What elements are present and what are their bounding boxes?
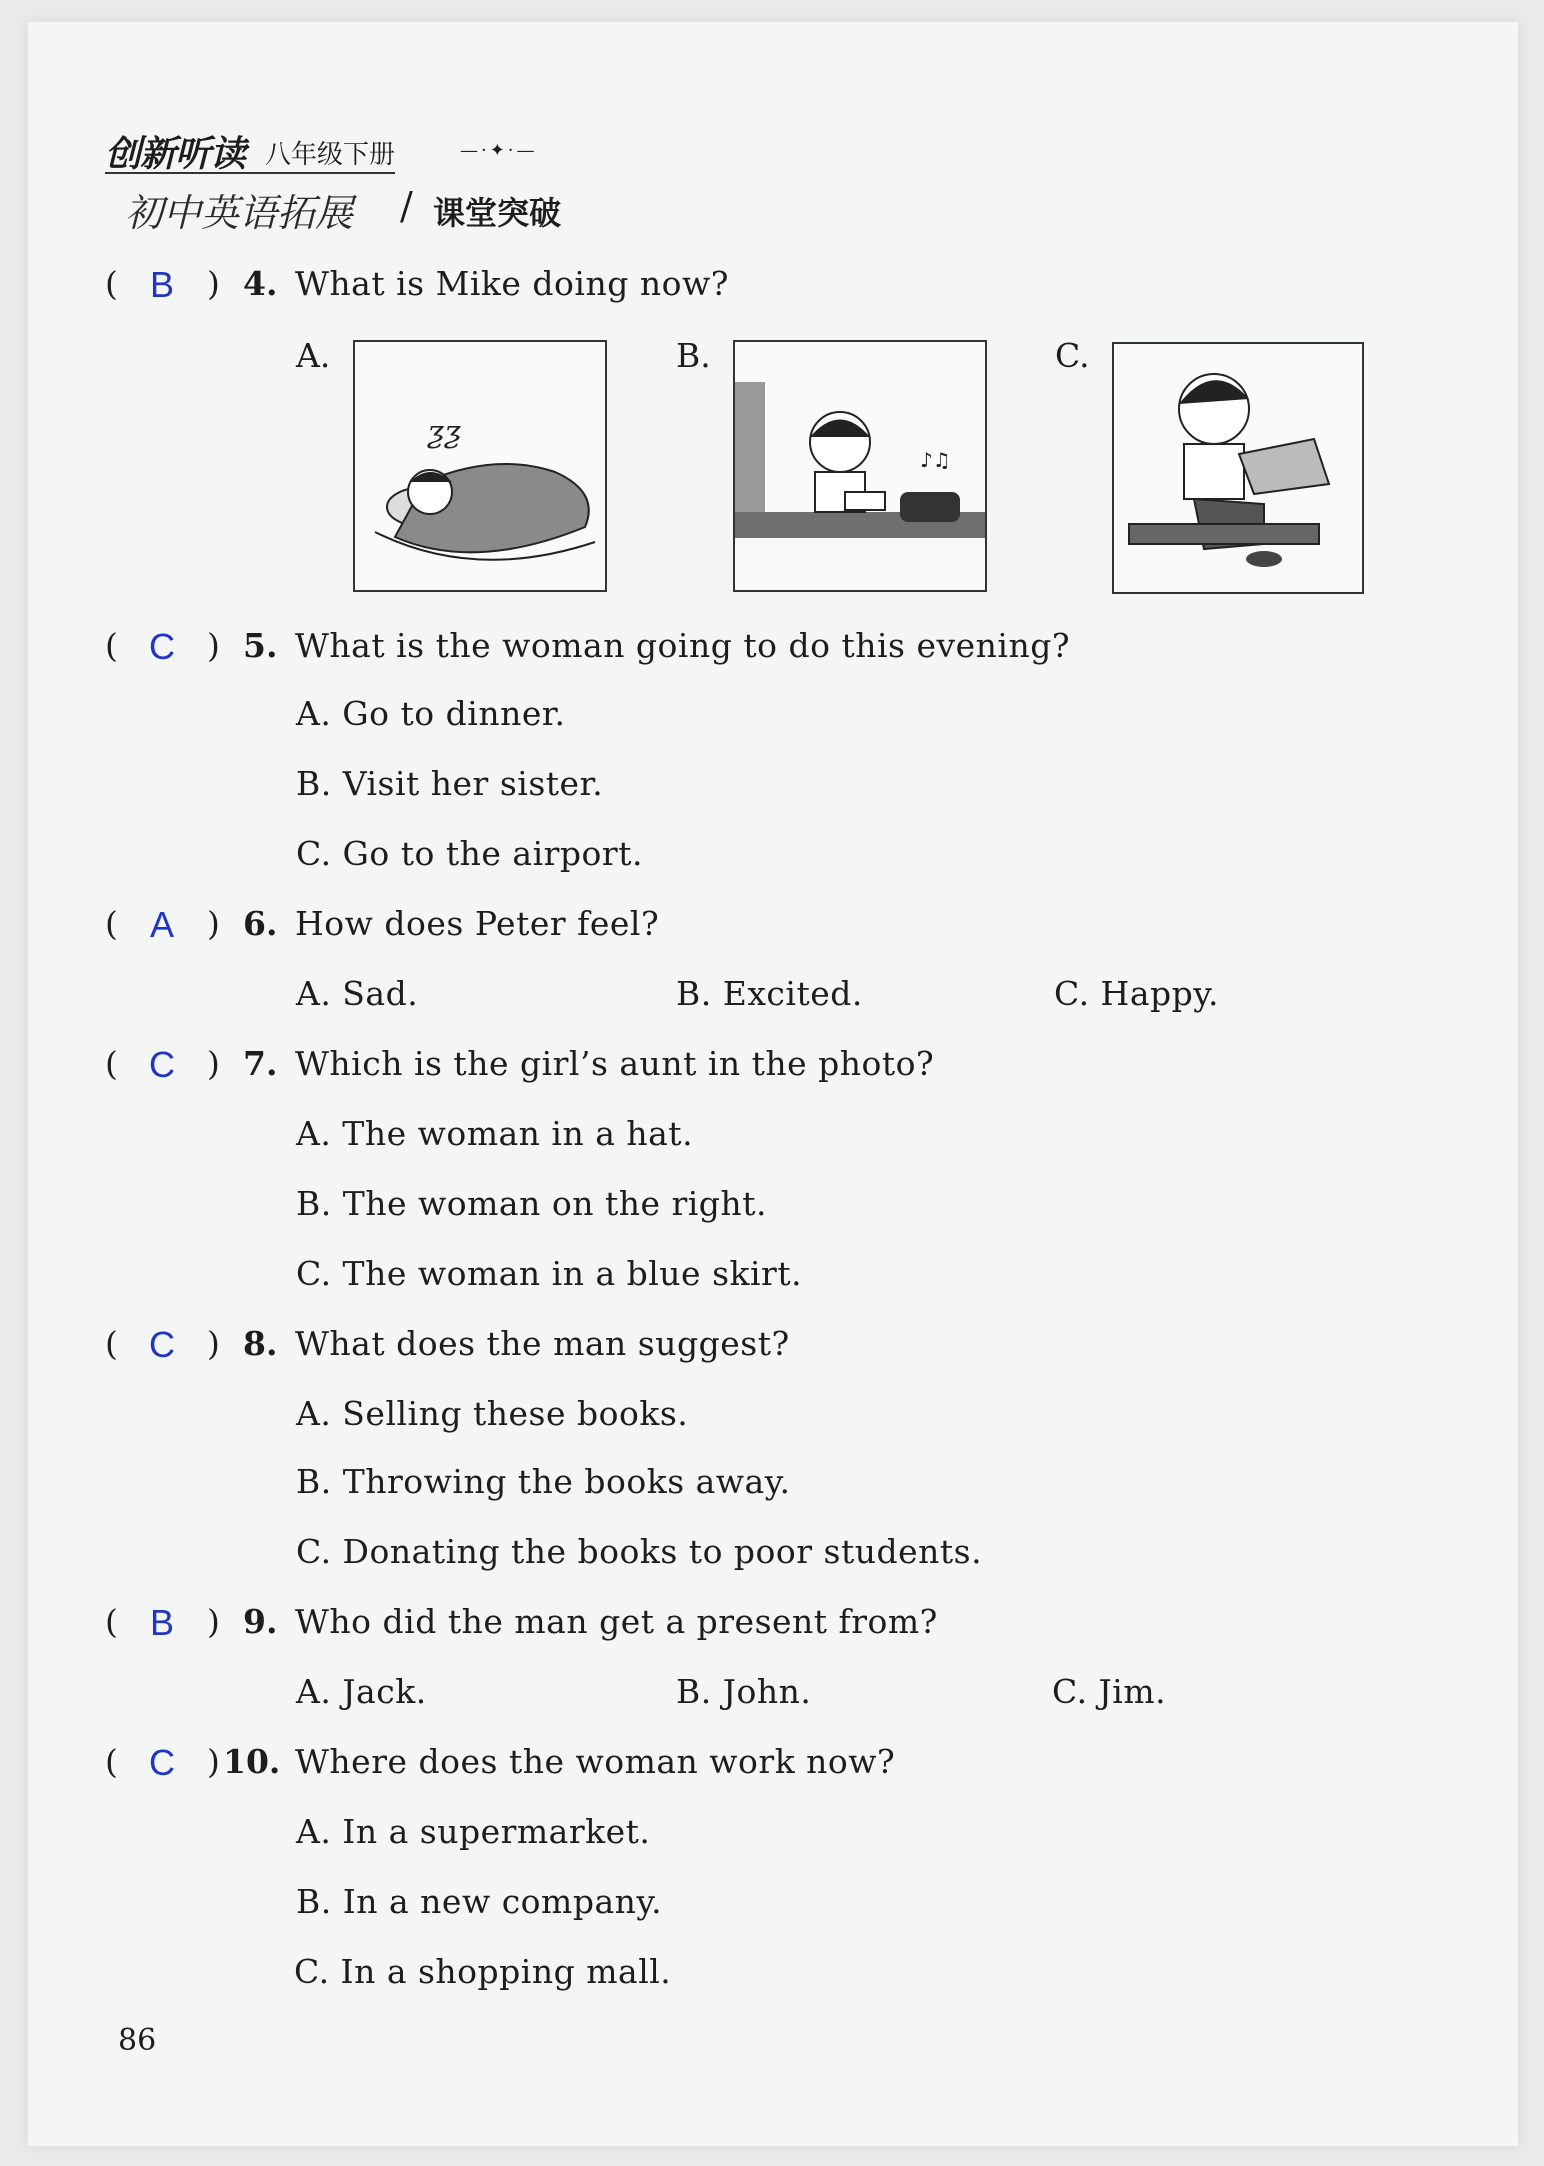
left-paren: ( xyxy=(105,264,118,303)
page-number: 86 xyxy=(118,2023,157,2058)
question-number: 10. xyxy=(223,1742,281,1781)
slash-divider-icon: / xyxy=(400,184,413,228)
picture-label-a: A. xyxy=(296,336,331,375)
left-paren: ( xyxy=(105,1044,118,1083)
right-paren: ) xyxy=(207,626,220,665)
svg-text:♪♫: ♪♫ xyxy=(920,448,951,472)
question-text: What is Mike doing now? xyxy=(295,264,729,303)
boy-writing-with-radio-icon xyxy=(733,340,987,592)
option-a: A. The woman in a hat. xyxy=(296,1114,694,1153)
option-b: B. Excited. xyxy=(676,974,863,1013)
answer-mark: A xyxy=(149,904,174,945)
option-a: A. Selling these books. xyxy=(296,1394,689,1433)
question-number: 6. xyxy=(243,904,278,943)
option-c: C. Happy. xyxy=(1054,974,1220,1013)
left-paren: ( xyxy=(105,1324,118,1363)
option-c: C. Jim. xyxy=(1052,1672,1167,1711)
left-paren: ( xyxy=(105,626,118,665)
right-paren: ) xyxy=(207,1602,220,1641)
option-c: C. Donating the books to poor students. xyxy=(296,1532,983,1571)
option-b: B. The woman on the right. xyxy=(296,1184,767,1223)
right-paren: ) xyxy=(207,1742,220,1781)
question-number: 4. xyxy=(243,264,278,303)
series-title: 初中英语拓展 xyxy=(125,191,354,235)
answer-mark: C xyxy=(149,1044,175,1085)
option-b: B. John. xyxy=(676,1672,812,1711)
boy-reading-book-icon xyxy=(1112,342,1364,594)
ornament-icon: —·✦·— xyxy=(460,140,538,161)
left-paren: ( xyxy=(105,904,118,943)
answer-mark: C xyxy=(149,1324,175,1365)
answer-mark: B xyxy=(149,1602,174,1643)
left-paren: ( xyxy=(105,1602,118,1641)
question-text: Who did the man get a present from? xyxy=(295,1602,938,1641)
question-number: 8. xyxy=(243,1324,278,1363)
answer-mark: B xyxy=(149,264,174,305)
section-title: 课堂突破 xyxy=(433,194,562,232)
right-paren: ) xyxy=(207,1324,220,1363)
option-a: A. In a supermarket. xyxy=(296,1812,651,1851)
answer-mark: C xyxy=(149,1742,175,1783)
question-text: How does Peter feel? xyxy=(295,904,660,943)
option-a: A. Sad. xyxy=(296,974,419,1013)
left-paren: ( xyxy=(105,1742,118,1781)
option-c: C. Go to the airport. xyxy=(296,834,643,873)
right-paren: ) xyxy=(207,264,220,303)
option-c: C. In a shopping mall. xyxy=(294,1952,672,1991)
question-text: What does the man suggest? xyxy=(295,1324,790,1363)
option-b: B. Throwing the books away. xyxy=(296,1462,791,1501)
question-text: What is the woman going to do this evening? xyxy=(295,626,1071,665)
picture-label-b: B. xyxy=(676,336,711,375)
question-number: 7. xyxy=(243,1044,278,1083)
sleeping-boy-icon xyxy=(353,340,607,592)
option-a: A. Jack. xyxy=(296,1672,427,1711)
header-rule xyxy=(105,172,395,174)
grade-label: 八年级下册 xyxy=(265,140,396,170)
option-b: B. Visit her sister. xyxy=(296,764,604,803)
picture-label-c: C. xyxy=(1055,336,1090,375)
option-a: A. Go to dinner. xyxy=(296,694,566,733)
svg-text:ƺƺ: ƺƺ xyxy=(427,415,461,450)
right-paren: ) xyxy=(207,904,220,943)
option-c: C. The woman in a blue skirt. xyxy=(296,1254,803,1293)
brand-title: 创新听读 xyxy=(105,133,246,175)
question-number: 9. xyxy=(243,1602,278,1641)
question-number: 5. xyxy=(243,626,278,665)
question-text: Which is the girl’s aunt in the photo? xyxy=(295,1044,935,1083)
answer-mark: C xyxy=(149,626,175,667)
question-text: Where does the woman work now? xyxy=(295,1742,896,1781)
right-paren: ) xyxy=(207,1044,220,1083)
option-b: B. In a new company. xyxy=(296,1882,663,1921)
